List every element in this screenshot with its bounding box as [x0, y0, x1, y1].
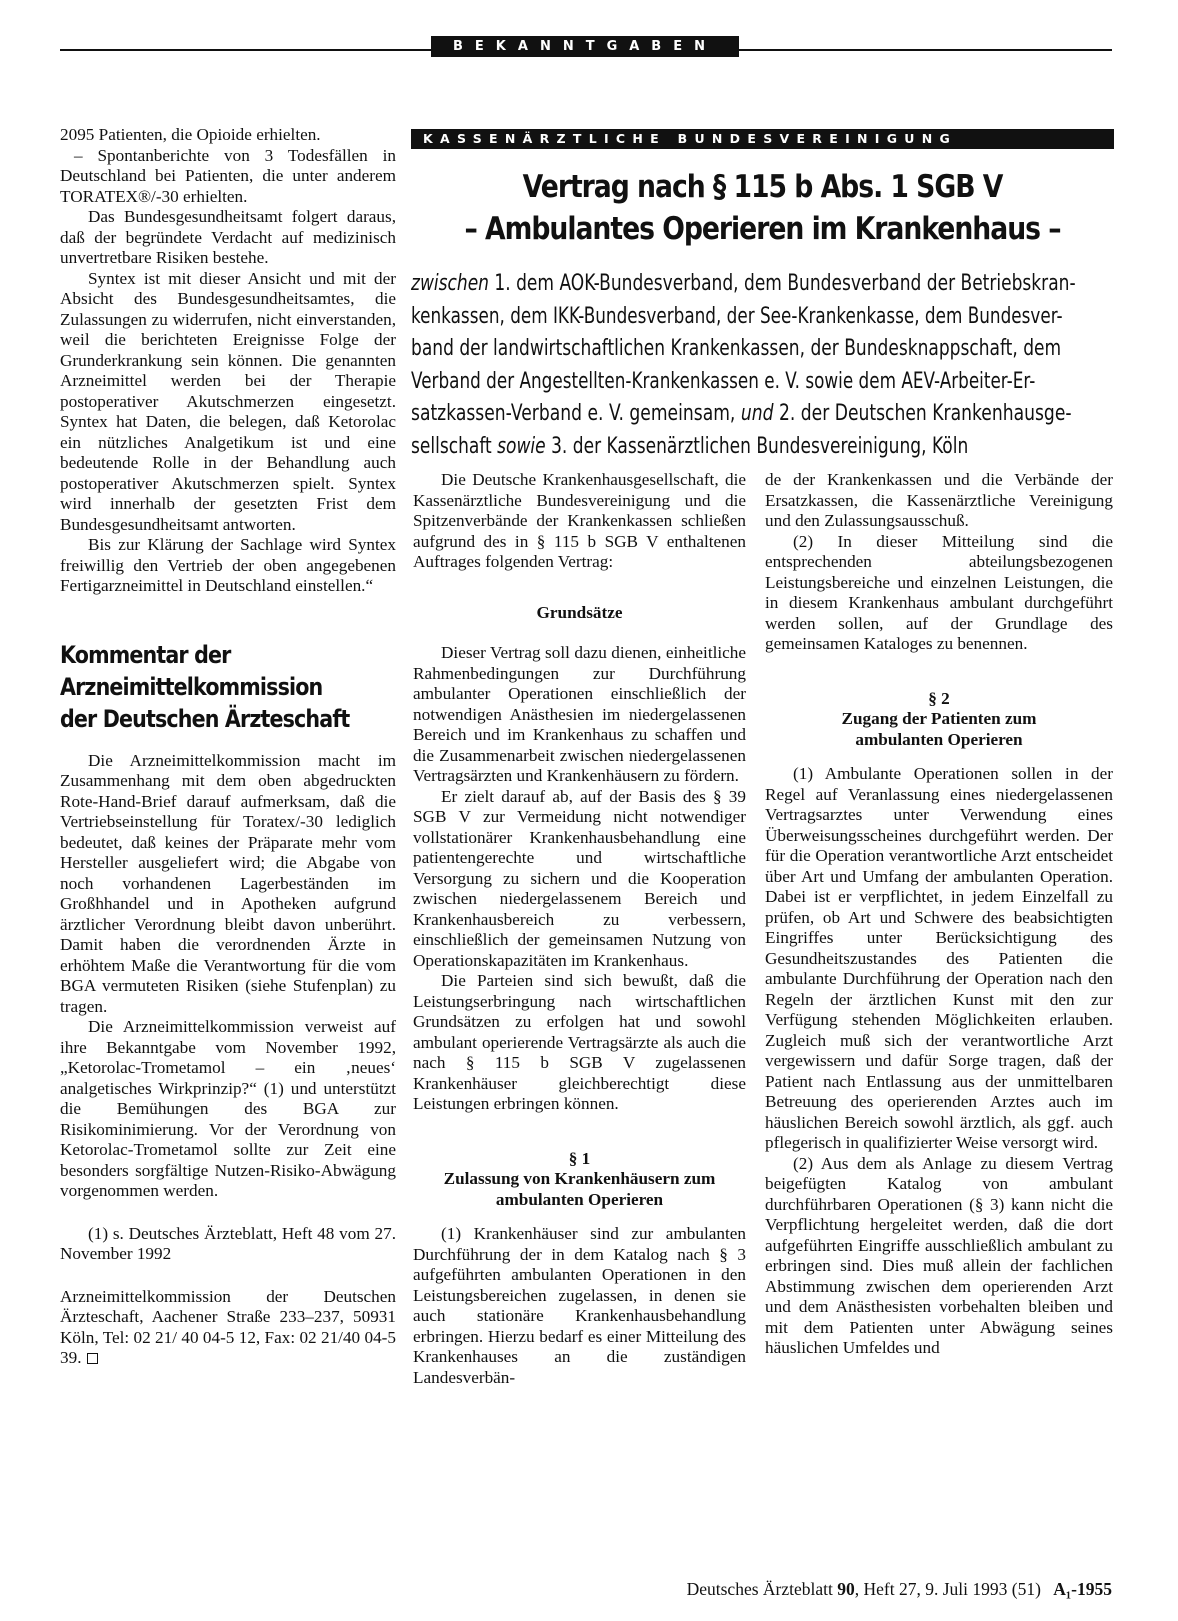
article-title-line: – Ambulantes Operieren im Krankenhaus –: [464, 211, 1061, 247]
paragraph: Bis zur Klärung der Sachlage wird Syntex freiwillig den Vertrieb der oben angegebenen Fertigarzneimittel in Deutschland einstellen.“: [60, 535, 396, 595]
footer-volume: 90: [837, 1579, 855, 1599]
comment-heading-line: Kommentar der: [60, 640, 231, 669]
paragraph: Die Deutsche Krankenhausgesellschaft, die Kassenärztliche Bundesvereinigung und die Spitzenverbände der Krankenkassen schließen aufgrund des in § 115 b SGB V enthaltenen Auftrages folgenden Vertrag:: [413, 470, 746, 571]
parties-text: 3. der Kassenärztlichen Bundesvereinigung, Köln: [545, 433, 969, 459]
section-title: Zugang der Patienten zum ambulanten Operieren: [841, 709, 1037, 749]
paragraph: de der Krankenkassen und die Verbände der Ersatzkassen, die Kassenärztliche Vereinigung und den Zulassungsausschuß.: [765, 470, 1113, 530]
paragraph: Die Parteien sind sich bewußt, daß die Leistungserbringung nach wirtschaftlichen Grundsätzen zu erfolgen hat und sowohl ambulant operierende Vertragsärzte als auch die nach § 115 b SGB V zugelassenen Krankenhäuser gleichberechtigt diese Leistungen erbringen können.: [413, 971, 746, 1113]
paragraph: Er zielt darauf ab, auf der Basis des § 39 SGB V zur Vermeidung nicht notwendiger vollstationärer Krankenhausbehandlung eine patientengerechte und wirtschaftliche Versorgung zu sichern und die Kooperation zwischen niedergelassenem Bereich und Krankenhausbereich zu verbessern, einschließlich der gemeinsamen Nutzung von Operationskapazitäten im Krankenhaus.: [413, 786, 746, 970]
column-middle: [413, 470, 746, 1388]
paragraph: (1) Ambulante Operationen sollen in der Regel auf Veranlassung eines niedergelassenen Vertragsarztes unter Verwendung eines Überweisungsscheines durchgeführt werden. Der für die Operation verantwortliche Arzt entscheidet über Art und Umfang der ambulanten Operation. Dabei ist er verpflichtet, in jedem Einzelfall zu prüfen, ob Art und Schwere des beabsichtigten Eingriffes unter Berücksichtigung des Gesundheitszustandes des Patienten die ambulante Durchführung der Operation nach den Regeln der ärztlichen Kunst mit den zur Verfügung stehenden Möglichkeiten erlauben. Zugleich muß sich der verantwortliche Arzt vergewissern und dafür Sorge tragen, daß der Patient nach Entlassung aus der unmittelbaren Betreuung des operierenden Arztes auch im häuslichen Bereich sowohl ärztlich, als ggf. auch pflegerisch in qualifizierter Weise versorgt wird.: [765, 764, 1113, 1152]
paragraph: Die Arzneimittelkommission verweist auf ihre Bekanntgabe vom November 1992, „Ketorolac-Trometamol – ein ‚neues‘ analgetisches Wirkprinzip?“ (1) und unterstützt die Bemühungen des BGA zur Risikominimierung. Vor der Verordnung von Ketorolac-Trometamol sollte zur Zeit eine besonders sorgfältige Nutzen-Risiko-Abwägung vorgenommen werden.: [60, 1017, 396, 1200]
paragraph: – Spontanberichte von 3 Todesfällen in Deutschland bei Patienten, die unter anderem TORATEX®/-30 erhielten.: [60, 145, 396, 206]
parties-und: und: [740, 401, 774, 426]
section-title: Zulassung von Krankenhäusern zum ambulanten Operieren: [443, 1169, 716, 1209]
reference-note: (1) s. Deutsches Ärzteblatt, Heft 48 vom 27. November 1992: [60, 1223, 396, 1263]
paragraph: Dieser Vertrag soll dazu dienen, einheitliche Rahmenbedingungen zur Durchführung ambulanter Operationen einschließlich der notwendigen Anästhesien im niedergelassenen Bereich und im Krankenhaus zu schaffen und die Zusammenarbeit zwischen niedergelassenen Vertragsärzten und Krankenhäusern zu fördern.: [413, 643, 746, 785]
paragraph: Syntex ist mit dieser Ansicht und mit der Absicht des Bundesgesundheitsamtes, die Zulassungen zu widerrufen, nicht einverstanden, weil die berichteten Ereignisse Folge der Grunderkrankung sein können. Die genannten Arzneimittel werden bei der Therapie postoperativer Akutschmerzen eingesetzt. Syntex hat Daten, die belegen, daß Ketorolac ein nützliches Analgetikum ist und eine bedeutende Rolle in der Behandlung auch postoperativer Akutschmerzen spielt. Syntex wird innerhalb der gesetzten Frist dem Bundesgesundheitsamt antworten.: [60, 268, 396, 534]
contact-info: [60, 1287, 396, 1369]
article-title: [460, 166, 1065, 250]
paragraph: Die Arzneimittelkommission macht im Zusammenhang mit dem oben abgedruckten Rote-Hand-Brief darauf aufmerksam, daß die Vertriebseinstellung für Toratex/-30 lediglich bedeutet, daß keines der Präparate mehr vom Hersteller ausgeliefert wird; die Abgabe von noch vorhandenen Lagerbeständen im Großhhandel und in Apotheken aufgrund ärztlicher Verordnung bleibt davon unberührt. Damit haben die verordnenden Ärzte in erhöhtem Maße die Verantwortung für die vom BGA vermuteten Risiken (siehe Stufenplan) zu tragen.: [60, 750, 396, 1016]
parties-text: sellschaft: [411, 433, 498, 459]
footer-journal: Deutsches Ärzteblatt: [686, 1579, 838, 1599]
parties-line: [411, 398, 1072, 431]
footer-issue: , Heft 27, 9. Juli 1993 (51): [854, 1579, 1041, 1599]
parties-line: [411, 333, 1062, 366]
section-label: BEKANNTGABEN: [431, 36, 739, 57]
parties-line: [411, 366, 1036, 399]
parties-line: [411, 268, 1076, 301]
parties-line: [411, 301, 1063, 334]
parties-text: Verband der Angestellten-Krankenkassen e. V. sowie dem AEV-Arbeiter-Er-: [411, 368, 1036, 394]
paragraph: 2095 Patienten, die Opioide erhielten.: [60, 125, 321, 144]
paragraph: (2) Aus dem als Anlage zu diesem Vertrag beigefügten Katalog von ambulant durchführbaren Operationen (§ 3) kann nicht die Verpflichtung hergeleitet werden, daß die dort aufgeführten Eingriffe ausschließlich ambulant zu erbringen sind. Dies muß allein der fachlichen Abstimmung zwischen dem operierenden Arzt und dem Anästhesisten vorbehalten bleiben und mit dem Patienten unter Abwägung seines häuslichen Umfeldes und: [765, 1153, 1113, 1357]
article-title-line: Vertrag nach § 115 b Abs. 1 SGB V: [522, 169, 1003, 205]
section-heading: Grundsätze: [536, 602, 623, 622]
contract-parties: [411, 268, 1114, 463]
parties-text: satzkassen-Verband e. V. gemeinsam,: [411, 401, 741, 426]
page-footer: [560, 1579, 1112, 1600]
section-number: § 1: [568, 1148, 591, 1168]
paragraph: (2) In dieser Mitteilung sind die entsprechenden abteilungsbezogenen Leistungsbereiche und einzelnen Leistungen, die in diesem Krankenhaus ambulant durchgeführt werden sollen, auf der Grundlage des gemeinsamen Kataloges zu benennen.: [765, 531, 1113, 653]
kbv-band: KASSENÄRZTLICHE BUNDESVEREINIGUNG: [411, 129, 1114, 149]
section-number: § 2: [928, 688, 950, 708]
end-mark-icon: [87, 1353, 98, 1364]
column-left: [60, 125, 396, 1369]
paragraph: Das Bundesgesundheitsamt folgert daraus, daß der begründete Verdacht auf medizinisch unvertretbare Risiken bestehe.: [60, 207, 396, 267]
parties-text: 2. der Deutschen Krankenhausge-: [773, 401, 1072, 426]
contact-text: Arzneimittelkommission der Deutschen Ärzteschaft, Aachener Straße 233–237, 50931 Köln, Tel: 02 21/ 40 04-5 12, Fax: 02 21/40 04-5 39.: [60, 1286, 396, 1367]
column-right: [765, 470, 1113, 1359]
paragraph: (1) Krankenhäuser sind zur ambulanten Durchführung der in dem Katalog nach § 3 aufgeführten ambulanten Operationen in den Leistungsbereichen zugelassen, in denen sie auch stationäre Krankenhausbehandlung erbringen. Hierzu bedarf es einer Mitteilung des Krankenhauses an die zuständigen Landesverbän-: [413, 1224, 746, 1387]
parties-zwischen: zwischen: [411, 271, 489, 296]
parties-line: [411, 431, 969, 464]
parties-sowie: sowie: [497, 433, 546, 459]
parties-text: 1. dem AOK-Bundesverband, dem Bundesverband der Betriebskran-: [488, 271, 1076, 296]
comment-heading-line: Arzneimittelkommission: [60, 672, 323, 701]
parties-text: band der landwirtschaftlichen Krankenkassen, der Bundesknappschaft, dem: [411, 336, 1062, 361]
comment-heading: [60, 639, 349, 735]
footer-page-number: A₁-1955: [1053, 1579, 1112, 1599]
comment-heading-line: der Deutschen Ärzteschaft: [60, 704, 350, 733]
parties-text: kenkassen, dem IKK-Bundesverband, der See-Krankenkasse, dem Bundesver-: [411, 303, 1063, 329]
